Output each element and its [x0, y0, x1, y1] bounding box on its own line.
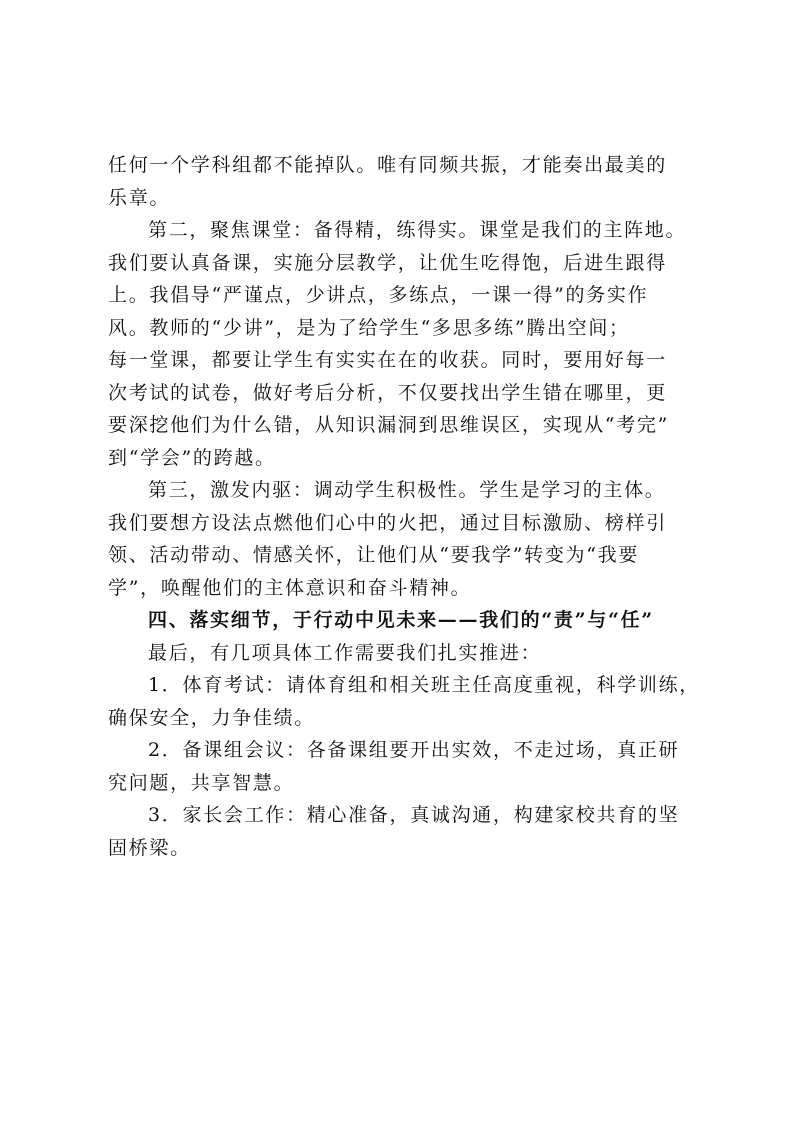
document-page	[108, 149, 700, 864]
text-line: 每一堂课，都要让学生有实实在在的收获。同时，要用好每一	[108, 349, 667, 371]
paragraph-heading-second: 第二，聚焦课堂：备得精，练得实。课堂是我们的主阵地。	[148, 219, 687, 241]
list-item-2: 2．备课组会议：各备课组要开出实效，不走过场，真正研	[148, 739, 680, 761]
text-line: 固桥梁。	[108, 836, 191, 859]
list-item-1: 1．体育考试：请体育组和相关班主任高度重视，科学训练，	[148, 674, 700, 696]
text-line: 究问题，共享智慧。	[108, 771, 295, 794]
text-line: 任何一个学科组都不能掉队。唯有同频共振，才能奏出最美的	[108, 154, 667, 176]
text-line: 确保安全，力争佳绩。	[108, 706, 316, 729]
text-line: 学”，唤醒他们的主体意识和奋斗精神。	[108, 576, 472, 599]
text-line: 上。我倡导“严谨点，少讲点，多练点，一课一得”的务实作	[108, 284, 649, 306]
section-heading-four: 四、落实细节，于行动中见未来——我们的“责”与“任”	[148, 609, 654, 631]
text-line: 领、活动带动、情感关怀，让他们从“要我学”转变为“我要	[108, 544, 640, 566]
text-line: 乐章。	[108, 186, 171, 209]
text-line: 我们要想方设法点燃他们心中的火把，通过目标激励、榜样引	[108, 511, 667, 534]
text-line: 我们要认真备课，实施分层教学，让优生吃得饱，后进生跟得	[108, 251, 667, 274]
text-line: 最后，有几项具体工作需要我们扎实推进：	[148, 641, 542, 664]
text-line: 要深挖他们为什么错，从知识漏洞到思维误区，实现从“考完”	[108, 414, 670, 436]
text-line: 次考试的试卷，做好考后分析，不仅要找出学生错在哪里，更	[108, 381, 667, 404]
text-line: 风。教师的“少讲”，是为了给学生“多思多练”腾出空间；	[108, 316, 630, 339]
paragraph-heading-third: 第三，激发内驱：调动学生积极性。学生是学习的主体。	[148, 479, 666, 501]
list-item-3: 3．家长会工作：精心准备，真诚沟通，构建家校共育的坚	[148, 804, 680, 826]
text-line: 到“学会”的跨越。	[108, 446, 276, 469]
